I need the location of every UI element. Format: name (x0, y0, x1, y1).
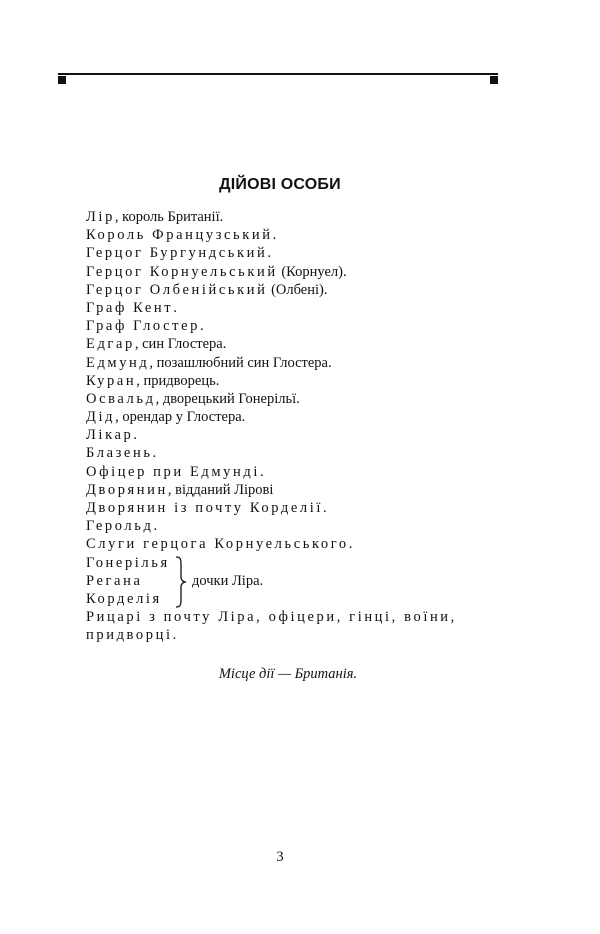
others-line-1: Рицарі з почту Ліра, офіцери, гінці, воїни, (86, 609, 457, 626)
cast-name: Дід (86, 409, 116, 426)
cast-name: Герцог Корнуельський (86, 263, 278, 280)
cast-item (86, 226, 526, 244)
cast-desc: . (348, 536, 353, 553)
daughter-name: Регана (86, 572, 143, 589)
cast-name: Офіцер при Едмунді (86, 463, 260, 480)
cast-name: Куран (86, 372, 137, 389)
cast-item (86, 317, 526, 335)
cast-name: Король Французський (86, 227, 273, 244)
cast-name: Герцог Бургундський (86, 245, 268, 262)
header-rule (58, 73, 498, 75)
daughters-group (86, 554, 526, 609)
cast-desc: . (267, 245, 271, 262)
cast-item (86, 426, 526, 444)
cast-item (86, 444, 526, 462)
cast-item (86, 244, 526, 262)
cast-desc: . (152, 445, 157, 462)
cast-item (86, 208, 526, 226)
cast-item (86, 354, 526, 372)
cast-desc: , орендар у Глостера. (115, 409, 246, 426)
cast-name: Герольд (86, 518, 154, 535)
cast-item (86, 263, 526, 281)
cast-item (86, 481, 526, 499)
cast-desc: . (323, 500, 327, 516)
cast-name: Дворянин із почту Корделії (86, 500, 324, 516)
cast-desc: . (133, 427, 137, 444)
daughter-name: Гонерілья (86, 554, 170, 571)
cast-desc: , син Глостера. (134, 336, 227, 353)
cast-name: Едгар (86, 336, 135, 353)
cast-desc: , дворецький Гонерільї. (155, 390, 300, 407)
cast-name: Слуги герцога Корнуельського (86, 536, 349, 553)
cast-list (86, 208, 526, 645)
daughters-desc: дочки Ліра. (192, 572, 264, 589)
place-of-action: Місце дії — Британія. (218, 666, 358, 682)
cast-desc: (Олбені). (267, 281, 328, 298)
cast-name: Освальд (86, 390, 156, 407)
cast-name: Граф Кент (86, 299, 174, 316)
cast-name: Лір (86, 209, 115, 225)
cast-desc: , придворець. (136, 372, 220, 389)
cast-item (86, 499, 526, 517)
cast-name: Лікар (86, 427, 134, 444)
header-mark-right (490, 76, 498, 84)
cast-desc: . (199, 318, 204, 335)
daughter-name: Корделія (86, 590, 162, 607)
cast-desc: , позашлюбний син Глостера. (149, 354, 332, 371)
cast-item (86, 390, 526, 408)
cast-name: Едмунд (86, 354, 150, 371)
others-line-2: придворці. (86, 627, 179, 644)
cast-desc: , відданий Лірові (167, 481, 274, 498)
curly-brace-icon (174, 556, 188, 608)
cast-item (86, 335, 526, 353)
page-title: ДІЙОВІ ОСОБИ (219, 176, 341, 193)
cast-name: Дворянин (86, 481, 168, 498)
cast-item (86, 463, 526, 481)
cast-desc: (Корнуел). (277, 263, 347, 280)
cast-desc: , король Британії. (114, 209, 224, 225)
cast-desc: . (272, 227, 277, 244)
cast-item (86, 281, 526, 299)
page-number: 3 (276, 849, 284, 865)
cast-desc: . (260, 463, 264, 480)
cast-name: Герцог Олбенійський (86, 281, 268, 298)
cast-name: Блазень (86, 445, 153, 462)
cast-item (86, 408, 526, 426)
cast-item (86, 299, 526, 317)
cast-name: Граф Глостер (86, 318, 200, 335)
cast-desc: . (173, 299, 177, 316)
header-mark-left (58, 76, 66, 84)
cast-item (86, 517, 526, 535)
cast-item (86, 372, 526, 390)
cast-item (86, 535, 526, 553)
cast-desc: . (153, 518, 158, 535)
